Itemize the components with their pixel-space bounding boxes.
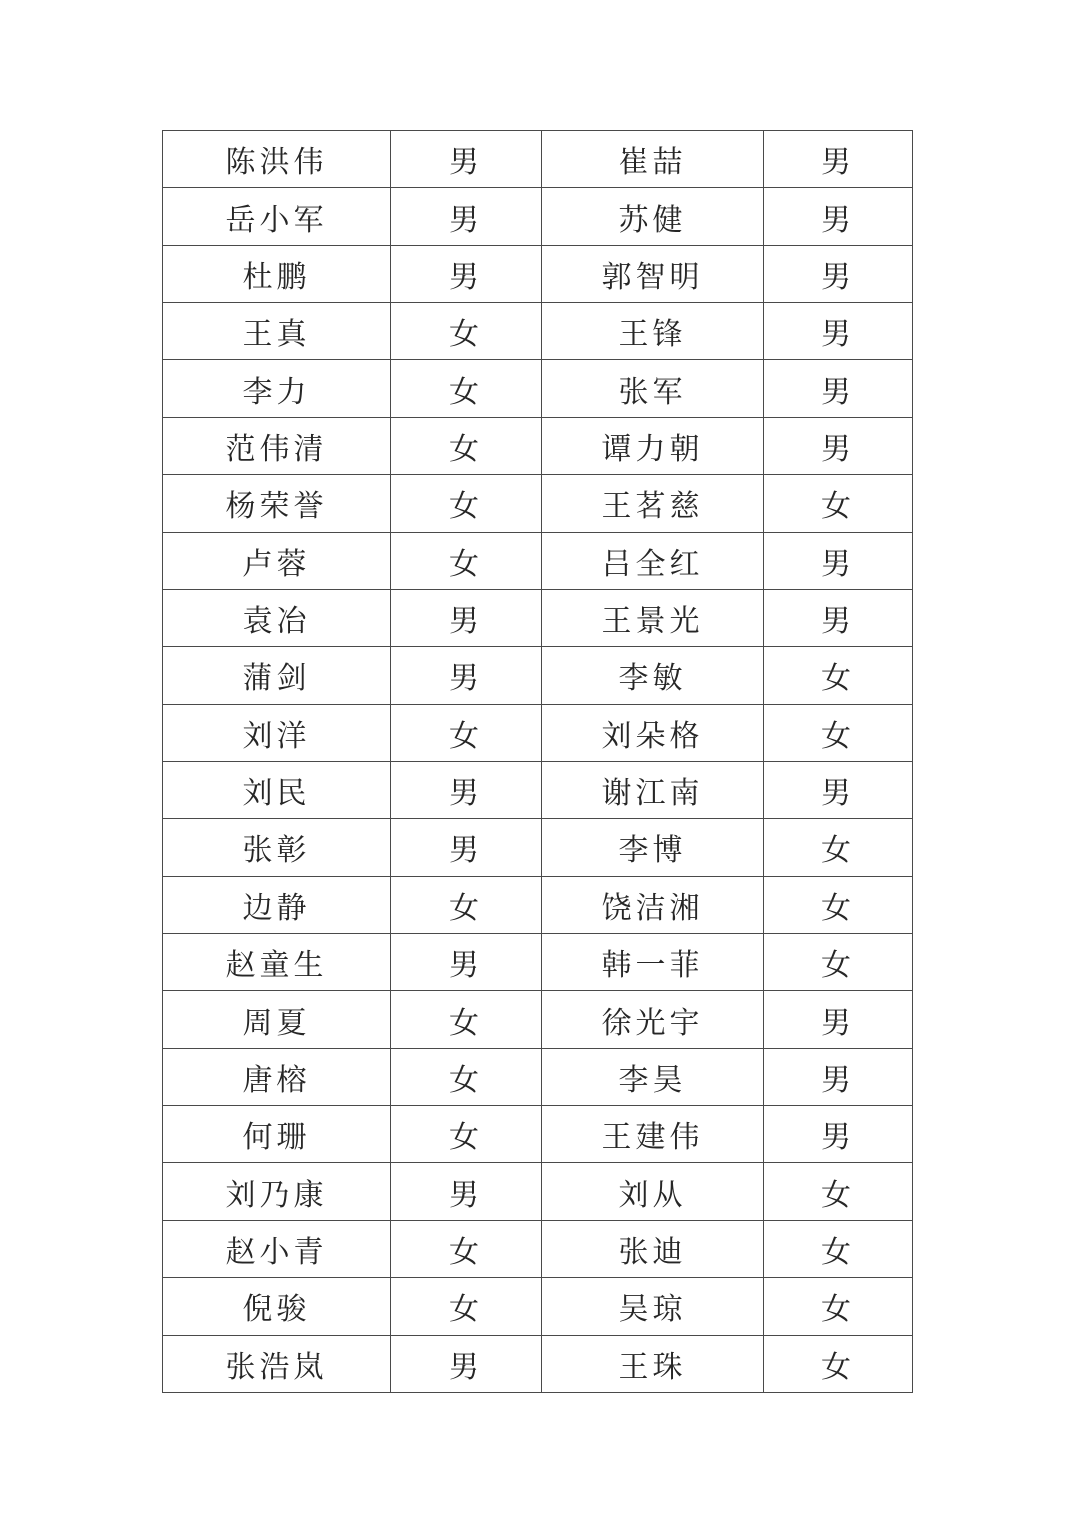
name-cell: 王锋 <box>542 303 764 360</box>
name-cell: 周夏 <box>163 991 391 1048</box>
gender-cell: 女 <box>764 1278 913 1335</box>
gender-cell: 女 <box>764 1220 913 1277</box>
gender-cell: 男 <box>764 761 913 818</box>
name-cell: 王景光 <box>542 589 764 646</box>
gender-cell: 女 <box>391 704 542 761</box>
name-cell: 陈洪伟 <box>163 131 391 188</box>
gender-cell: 男 <box>764 1048 913 1105</box>
table-row <box>163 417 913 474</box>
table-row <box>163 1335 913 1392</box>
table-row <box>163 647 913 704</box>
gender-cell: 女 <box>391 876 542 933</box>
table-row <box>163 532 913 589</box>
table-row <box>163 1048 913 1105</box>
name-cell: 吴琼 <box>542 1278 764 1335</box>
table-row <box>163 245 913 302</box>
name-cell: 何珊 <box>163 1106 391 1163</box>
name-cell: 李博 <box>542 819 764 876</box>
gender-cell: 男 <box>391 819 542 876</box>
name-cell: 谢江南 <box>542 761 764 818</box>
name-cell: 卢蓉 <box>163 532 391 589</box>
gender-cell: 男 <box>391 1335 542 1392</box>
name-cell: 张军 <box>542 360 764 417</box>
gender-cell: 女 <box>764 704 913 761</box>
gender-cell: 女 <box>764 1163 913 1220</box>
gender-cell: 女 <box>764 876 913 933</box>
name-cell: 范伟清 <box>163 417 391 474</box>
name-cell: 蒲剑 <box>163 647 391 704</box>
name-cell: 赵小青 <box>163 1220 391 1277</box>
gender-cell: 女 <box>391 303 542 360</box>
name-cell: 杨荣誉 <box>163 475 391 532</box>
name-cell: 王珠 <box>542 1335 764 1392</box>
name-cell: 韩一菲 <box>542 934 764 991</box>
name-cell: 谭力朝 <box>542 417 764 474</box>
table-row <box>163 819 913 876</box>
name-cell: 张浩岚 <box>163 1335 391 1392</box>
gender-cell: 男 <box>391 589 542 646</box>
name-cell: 袁冶 <box>163 589 391 646</box>
name-cell: 刘洋 <box>163 704 391 761</box>
name-cell: 刘民 <box>163 761 391 818</box>
gender-cell: 女 <box>391 1278 542 1335</box>
gender-cell: 男 <box>391 1163 542 1220</box>
name-cell: 岳小军 <box>163 188 391 245</box>
name-cell: 刘乃康 <box>163 1163 391 1220</box>
name-cell: 李力 <box>163 360 391 417</box>
gender-cell: 女 <box>391 1106 542 1163</box>
gender-cell: 女 <box>764 934 913 991</box>
name-cell: 李昊 <box>542 1048 764 1105</box>
gender-cell: 男 <box>764 589 913 646</box>
table-row <box>163 991 913 1048</box>
gender-cell: 男 <box>764 417 913 474</box>
gender-cell: 女 <box>391 417 542 474</box>
gender-cell: 女 <box>391 1048 542 1105</box>
name-cell: 唐榕 <box>163 1048 391 1105</box>
name-cell: 王茗慈 <box>542 475 764 532</box>
gender-cell: 男 <box>764 360 913 417</box>
name-cell: 张迪 <box>542 1220 764 1277</box>
table-row <box>163 704 913 761</box>
table-row <box>163 475 913 532</box>
gender-cell: 男 <box>391 647 542 704</box>
name-cell: 饶洁湘 <box>542 876 764 933</box>
gender-cell: 男 <box>391 245 542 302</box>
gender-cell: 男 <box>764 1106 913 1163</box>
name-cell: 张彰 <box>163 819 391 876</box>
table-row <box>163 1220 913 1277</box>
name-cell: 王真 <box>163 303 391 360</box>
table-row <box>163 188 913 245</box>
table-row <box>163 761 913 818</box>
gender-cell: 女 <box>764 647 913 704</box>
name-cell: 徐光宇 <box>542 991 764 1048</box>
name-cell: 赵童生 <box>163 934 391 991</box>
gender-cell: 女 <box>391 532 542 589</box>
table-row <box>163 303 913 360</box>
name-gender-table <box>162 130 913 1393</box>
gender-cell: 女 <box>764 1335 913 1392</box>
name-cell: 刘从 <box>542 1163 764 1220</box>
table-row <box>163 360 913 417</box>
name-cell: 苏健 <box>542 188 764 245</box>
name-cell: 边静 <box>163 876 391 933</box>
table-row <box>163 131 913 188</box>
gender-cell: 女 <box>391 1220 542 1277</box>
gender-cell: 男 <box>391 188 542 245</box>
gender-cell: 男 <box>764 131 913 188</box>
table-row <box>163 1278 913 1335</box>
gender-cell: 男 <box>764 188 913 245</box>
name-cell: 李敏 <box>542 647 764 704</box>
table-row <box>163 934 913 991</box>
table-row <box>163 876 913 933</box>
table-row <box>163 589 913 646</box>
gender-cell: 男 <box>391 131 542 188</box>
table-row <box>163 1106 913 1163</box>
gender-cell: 女 <box>764 819 913 876</box>
gender-cell: 男 <box>391 934 542 991</box>
gender-cell: 女 <box>391 360 542 417</box>
gender-cell: 男 <box>391 761 542 818</box>
gender-cell: 女 <box>391 475 542 532</box>
gender-cell: 男 <box>764 245 913 302</box>
name-cell: 崔喆 <box>542 131 764 188</box>
gender-cell: 男 <box>764 991 913 1048</box>
name-cell: 杜鹏 <box>163 245 391 302</box>
name-cell: 吕全红 <box>542 532 764 589</box>
name-cell: 郭智明 <box>542 245 764 302</box>
gender-cell: 男 <box>764 303 913 360</box>
name-cell: 倪骏 <box>163 1278 391 1335</box>
name-cell: 刘朵格 <box>542 704 764 761</box>
table-row <box>163 1163 913 1220</box>
gender-cell: 女 <box>764 475 913 532</box>
name-cell: 王建伟 <box>542 1106 764 1163</box>
gender-cell: 女 <box>391 991 542 1048</box>
gender-cell: 男 <box>764 532 913 589</box>
